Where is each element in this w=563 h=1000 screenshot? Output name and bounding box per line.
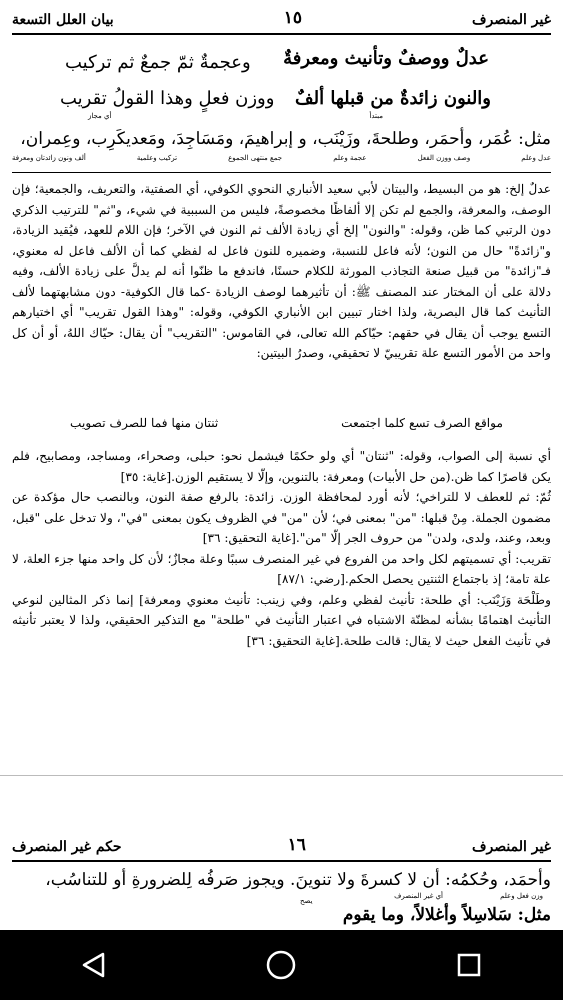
quoted-verse	[70, 416, 503, 430]
example-note: ألف ونون زائدتان ومعرفة	[12, 154, 86, 162]
page-number: ١٥	[283, 8, 302, 28]
verse-2-left: ووزن فعلٍ وهذا القولُ تقريب	[60, 88, 275, 109]
commentary-paragraph: ثُمّ: ثم للعطف لا للتراخي؛ لأنه أورد لمحافظة الوزن. زائدة: بالرفع صفة النون، وبالنصب حال مؤكدة عن مضمون الجملة. مِنْ قبلها: "من" بمعنى في؛ لأن "من" في الظروف يكون بمعنى "في"، ولا تدخل على "قبل، وبعد، وعند، ولدى، ولدن" من حروف الجر إلّا "من".[غاية التحقيق: ٣٦]	[12, 490, 551, 545]
header-section: بيان العلل التسعة	[12, 12, 114, 28]
example-note: عجمة وعلم	[333, 154, 367, 162]
page-header	[12, 6, 551, 28]
page-header	[12, 833, 551, 855]
commentary-paragraph: عدلٌ إلخ: هو من البسيط، والبيتان لأبي سعيد الأنباري النحوي الكوفي، أي الصفتية، والتعريف، والجمعية؛ فإن الوصف، والمعرفة، والجمع لم تكن إلا ألفاظًا مخصوصةً، فليس من السببية في شيء، و"ثم" للترتيب الذكري دون الرتبي كما ظن، وقوله: "والنون" إلخ أي زيادة الألف ثم النون في الآخر؛ فإن اللام للعهد، فيُقيد الزيادة، و"زائدةً" حال من النون؛ لأنه فاعل للنسبة، وضميره للنون فاعل له لفظي كما أن الألف فاعل له معنوي، فـ"زائدة" من قبيل صنعة التجاذب المورثة للكلام حسنًا، فاندفع ما ظنّوا أنه لم يدلَّ على زيادة الألف، وفيه دلالة على أن المختار عند المصنف ﷺ: أن تأثيرهما لوصف الزيادة -كما قال الكوفية- دون مشابهتهما لألف التأنيث كما قال البصرية، ولذا اختار تبيين ابن الأنباري الكوفي، وقوله: "وهذا القول تقريب" أي اختيارهم التسع يوجب أن يقال في حقهم: حيّاكم الله تعالى، في القاموس: "التقريب" أن يقال: حيّاك اللهُ، أو أن كل واحد من الأمور التسع علة تقريبيّ لا تحقيقي، وصدرُ البيتين:	[12, 182, 551, 360]
home-button[interactable]	[251, 935, 311, 995]
example-line: مثل: عُمَر، وأحمَر، وطلحةَ، وزَيْنَب، و إبراهيمَ، ومَسَاجِدَ، ومَعديكَرِب، وعِمران،	[20, 129, 551, 149]
example-notes	[12, 154, 551, 162]
android-nav-bar	[0, 930, 563, 1000]
verse-1-left: وعجمةٌ ثمّ جمعٌ ثم تركيب	[65, 52, 251, 73]
example-line: مثل: سَلاسِلاً وأغلالاً، وما يقوم	[342, 905, 551, 925]
example-note: جمع منتهى الجموع	[228, 154, 283, 162]
commentary-paragraph: وطَلْحَة وَزَيْنَب: أي طلحة: تأنيث لفظي وعلم، وفي زينب: تأنيث معنوي ومعرفة] إنما ذكر المثالين لنوعي التأنيث اهتمامًا بشأنه لمظنّة الاشتباه في اعتبار التأنيث في "طلحة" مع التذكير الحقيقي، ولذا لا يعتبر تأنيثه في تأنيث الفعل حيث لا يقال: قالت طلحة.[غاية التحقيق: ٣٦]	[12, 592, 551, 648]
line-note: أي غير المنصرف	[394, 892, 443, 900]
header-chapter: غير المنصرف	[472, 12, 551, 28]
verse-2-right: والنون زائدةٌ من قبلها ألفٌ	[294, 88, 491, 109]
commentary-paragraph: أي نسبة إلى الصواب، وقوله: "ثنتان" أي ولو حكمًا فيشمل نحو: حبلى، وصحراء، ومساجد، ومصابيح، فلم يكن قاصرًا كما ظن.(من حل الأبيات) ومعرفة: بالتنوين، وإلّا لا يستقيم الوزن.[غاية: ٣٥]	[12, 449, 551, 484]
recents-button[interactable]	[439, 935, 499, 995]
rule-line: وأحمَد، وحُكمُه: أن لا كسرةَ ولا تنوينَ. ويجوز صَرفُه لِلضرورةِ أو للتناسُب،	[45, 870, 551, 890]
example-note: تركيب وعلمية	[136, 154, 178, 162]
page-number: ١٦	[287, 835, 306, 855]
header-rule	[12, 860, 551, 862]
header-section: حكم غير المنصرف	[12, 839, 122, 855]
back-button[interactable]	[64, 935, 124, 995]
verse-1-right: عدلٌ ووصفٌ وتأنيث ومعرفةٌ	[283, 48, 489, 69]
home-icon	[264, 948, 298, 982]
example-note: وصف ووزن الفعل	[417, 154, 471, 162]
recents-icon	[455, 951, 483, 979]
line-note: يصح	[300, 897, 313, 905]
commentary-paragraph: تقريب: أي تسميتهم لكل واحد من الفروع في غير المنصرف سببًا وعلة مجازٌ؛ لأن كل واحد منها جزء العلة، لا علة تامة؛ إذ باجتماع الثنتين يحصل الحكم.[رضي: ٨٧/١]	[12, 551, 551, 586]
note-majaz: أي مجاز	[88, 112, 112, 120]
header-chapter: غير المنصرف	[472, 839, 551, 855]
page-separator	[0, 775, 563, 776]
line-note: وزن فعل وعلم	[500, 892, 543, 900]
note-mubtada: مبتدأ	[369, 112, 383, 120]
commentary-block-2	[12, 446, 551, 708]
quoted-verse-right: مواقع الصرف تسع كلما اجتمعت	[341, 416, 503, 430]
back-icon	[79, 950, 109, 980]
example-note: عدل وعلم	[521, 154, 551, 162]
commentary-block-1	[12, 179, 551, 415]
text-divider	[12, 172, 551, 173]
header-rule	[12, 33, 551, 35]
quoted-verse-left: ثنتان منها فما للصرف تصويب	[70, 416, 219, 430]
